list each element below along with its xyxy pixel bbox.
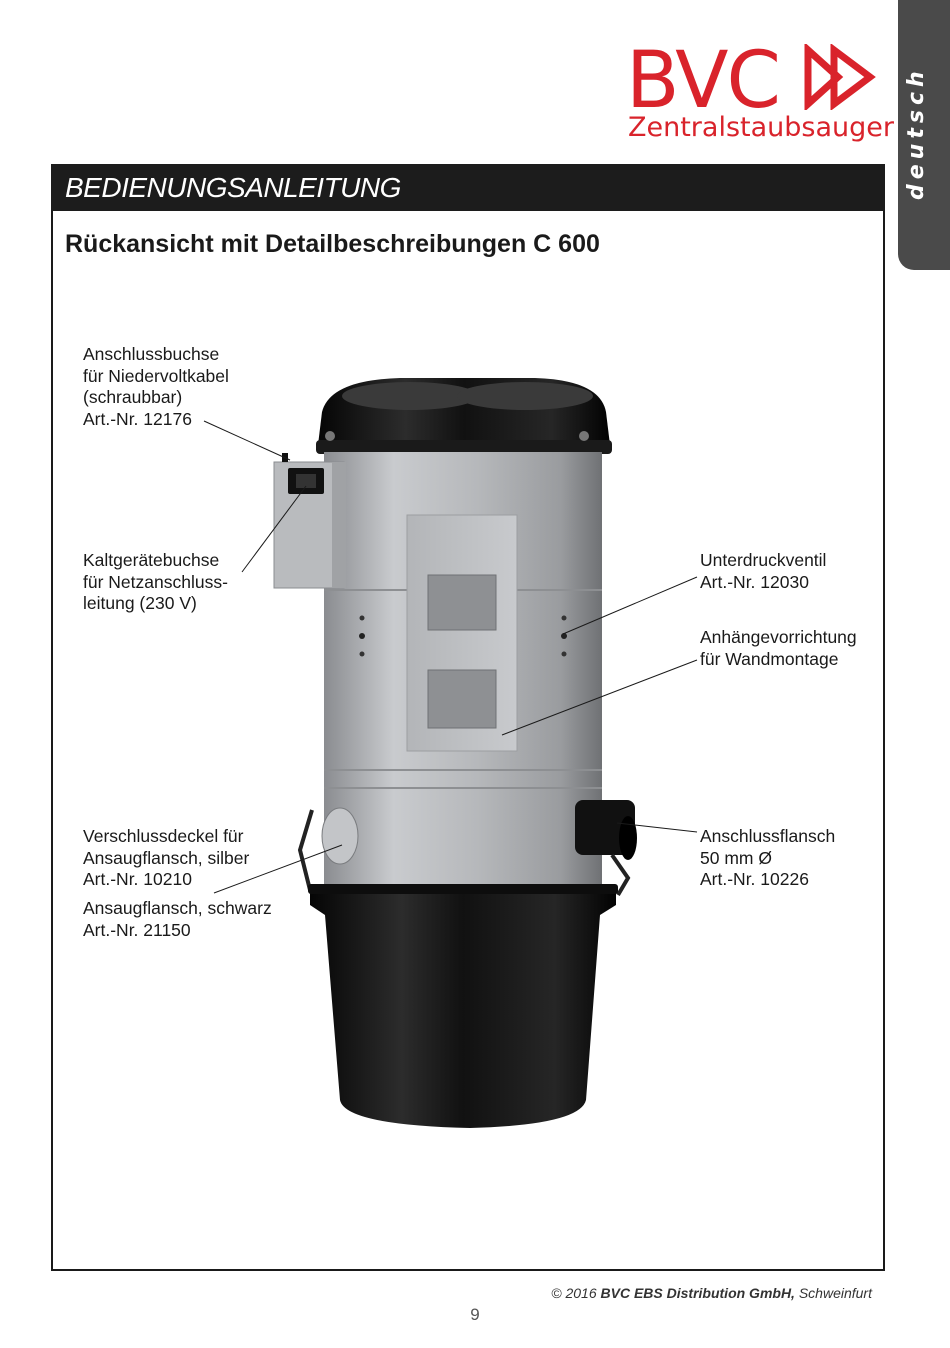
callout-vacuum-valve: Unterdruckventil Art.-Nr. 12030 [700,550,827,592]
electrical-box [274,453,346,588]
copyright-footer [551,1285,872,1301]
section-title: BEDIENUNGSANLEITUNG [65,172,401,203]
logo-tagline: Zentralstaubsauger [628,112,894,143]
company-name: BVC EBS Distribution GmbH, [600,1285,795,1301]
page-number: 9 [470,1305,480,1324]
top-cap [316,378,612,454]
company-city: Schweinfurt [794,1285,872,1301]
wall-mount-plate [407,515,517,751]
callout-low-voltage-socket: Anschlussbuchse für Niedervoltkabel (schraubbar) Art.-Nr. 12176 [83,344,229,429]
language-tab-label: deutsch [904,66,929,200]
callout-cover-lid: Verschlussdeckel für Ansaugflansch, silber Art.-Nr. 10210 [83,826,250,889]
callout-connection-flange: Anschlussflansch 50 mm Ø Art.-Nr. 10226 [700,826,836,889]
callout-wall-mount: Anhängevorrichtung für Wandmontage [700,627,857,669]
callout-power-socket: Kaltgerätebuchse für Netzanschluss- leitung (230 V) [83,550,228,613]
callout-intake-flange: Ansaugflansch, schwarz Art.-Nr. 21150 [83,898,272,940]
logo-wordmark: BVC [626,36,779,126]
page-title: Rückansicht mit Detailbeschreibungen C 600 [65,230,600,258]
copyright-prefix: © 2016 [551,1285,601,1301]
dust-container [308,884,618,1128]
